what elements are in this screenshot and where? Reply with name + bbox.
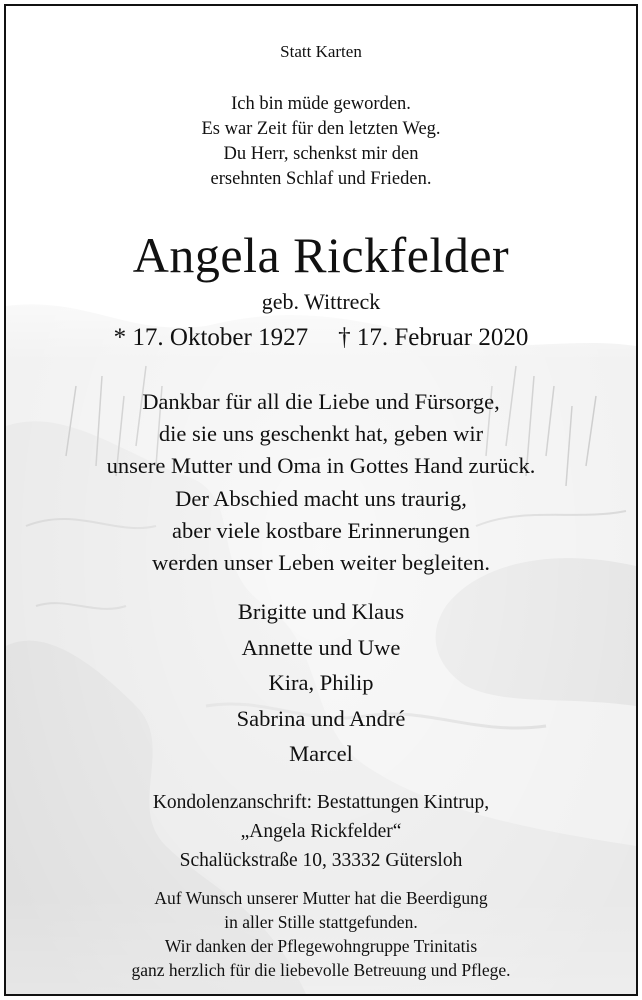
family-member: Annette und Uwe <box>241 634 401 660</box>
deceased-name: Angela Rickfelder <box>132 227 510 283</box>
message-line: unsere Mutter und Oma in Gottes Hand zurück. <box>106 453 536 479</box>
birth-name: geb. Wittreck <box>261 289 381 314</box>
family-member: Brigitte und Klaus <box>237 599 405 624</box>
condolence-address <box>6 788 636 875</box>
life-dates <box>6 322 636 354</box>
birth-date: * 17. Oktober 1927 <box>113 324 309 351</box>
condolence-line: Kondolenzanschrift: Bestattungen Kintrup, <box>152 792 490 813</box>
message-line: werden unser Leben weiter begleiten. <box>152 550 490 576</box>
note-line: in aller Stille stattgefunden. <box>224 912 418 932</box>
family-member: Kira, Philip <box>268 670 374 695</box>
family-list <box>6 594 636 772</box>
family-member: Sabrina und André <box>236 705 406 731</box>
verse <box>6 92 636 192</box>
family-member: Marcel <box>289 741 353 766</box>
closing-note <box>6 886 636 982</box>
note-line: ganz herzlich für die liebevolle Betreuung und Pflege. <box>131 960 511 980</box>
note-line: Wir danken der Pflegewohngruppe Trinitatis <box>164 936 478 956</box>
heading-statt-karten: Statt Karten <box>280 42 362 61</box>
message-line: Der Abschied macht uns traurig, <box>175 485 467 511</box>
note-line: Auf Wunsch unserer Mutter hat die Beerdigung <box>154 888 488 908</box>
verse-line: ersehnten Schlaf und Frieden. <box>210 169 432 189</box>
condolence-line: Schalückstraße 10, 33332 Gütersloh <box>179 850 463 871</box>
message-line: Dankbar für all die Liebe und Fürsorge, <box>142 389 500 414</box>
verse-line: Ich bin müde geworden. <box>231 94 411 114</box>
condolence-line: „Angela Rickfelder“ <box>240 821 402 842</box>
verse-line: Du Herr, schenkst mir den <box>223 144 419 164</box>
message <box>6 386 636 579</box>
message-line: die sie uns geschenkt hat, geben wir <box>158 421 484 447</box>
obituary-notice <box>4 4 638 996</box>
verse-line: Es war Zeit für den letzten Weg. <box>201 119 441 139</box>
message-line: aber viele kostbare Erinnerungen <box>172 517 470 543</box>
death-date: † 17. Februar 2020 <box>338 324 529 351</box>
